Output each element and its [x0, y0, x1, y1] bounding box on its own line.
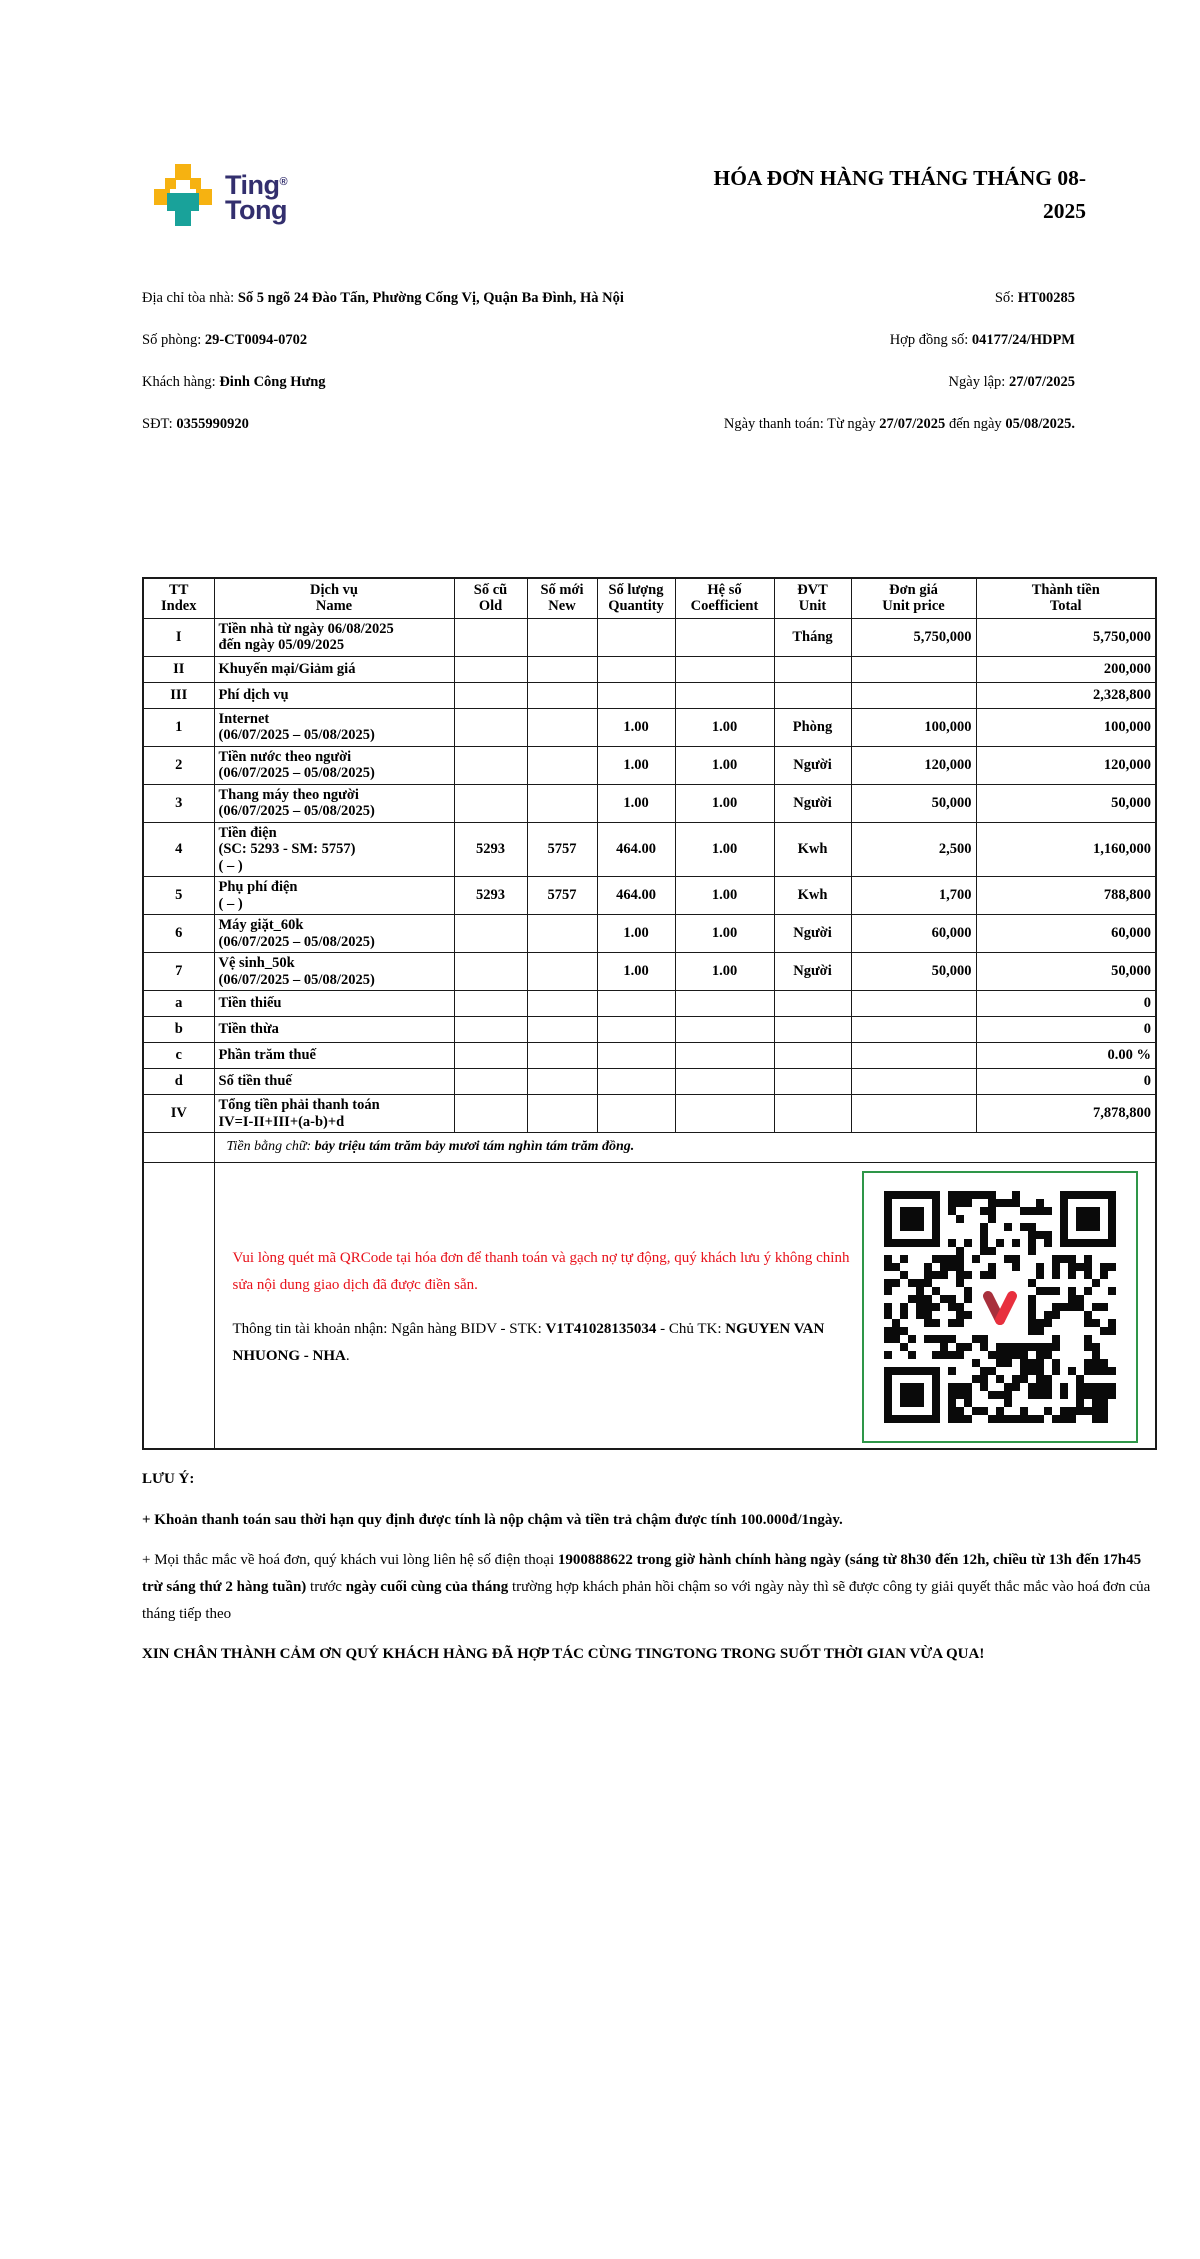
- cell-old: [454, 953, 527, 991]
- table-row: [143, 1069, 1156, 1095]
- payment-period: Ngày thanh toán: Từ ngày 27/07/2025 đến ngày 05/08/2025.: [723, 416, 1075, 432]
- col-header-unit: ĐVT Unit: [774, 578, 851, 618]
- late-payment-note: + Khoản thanh toán sau thời hạn quy định được tính là nộp chậm và tiền trả chậm được tính 100.000đ/1ngày.: [142, 1512, 843, 1528]
- cell-price: 60,000: [851, 915, 976, 953]
- cell-price: 120,000: [851, 746, 976, 784]
- cell-name: Tổng tiền phải thanh toán IV=I-II+III+(a-b)+d: [214, 1095, 454, 1133]
- cell-name: Internet (06/07/2025 – 05/08/2025): [214, 708, 454, 746]
- cell-old: [454, 1069, 527, 1095]
- cell-total: 788,800: [976, 877, 1156, 915]
- cell-qty: [597, 1043, 675, 1069]
- cell-qty: 464.00: [597, 822, 675, 877]
- cell-new: [527, 746, 597, 784]
- cell-price: 50,000: [851, 784, 976, 822]
- amount-in-words: Tiền bằng chữ: bảy triệu tám trăm bảy mươi tám nghìn tám trăm đồng.: [214, 1133, 1156, 1163]
- cell-index: a: [143, 991, 214, 1017]
- cell-unit: Tháng: [774, 618, 851, 656]
- cell-coef: [675, 682, 774, 708]
- table-row: [143, 618, 1156, 656]
- cell-new: [527, 1095, 597, 1133]
- cell-index: 3: [143, 784, 214, 822]
- cell-price: 1,700: [851, 877, 976, 915]
- cell-index: III: [143, 682, 214, 708]
- cell-index: 6: [143, 915, 214, 953]
- cell-unit: Người: [774, 784, 851, 822]
- contract-number: Hợp đồng số: 04177/24/HDPM: [889, 332, 1075, 348]
- cell-qty: [597, 1069, 675, 1095]
- table-row: [143, 746, 1156, 784]
- cell-price: [851, 1017, 976, 1043]
- tingtong-logo: [154, 164, 288, 228]
- cell-old: [454, 656, 527, 682]
- cell-coef: 1.00: [675, 822, 774, 877]
- cell-old: [454, 1095, 527, 1133]
- cell-qty: 1.00: [597, 915, 675, 953]
- cell-unit: [774, 1017, 851, 1043]
- cell-old: [454, 618, 527, 656]
- cell-unit: [774, 1069, 851, 1095]
- cell-price: 2,500: [851, 822, 976, 877]
- account-holder: NGUYEN VAN NHUONG - NHA: [232, 1321, 825, 1364]
- qr-red-note: Vui lòng quét mã QRCode tại hóa đơn để thanh toán và gạch nợ tự động, quý khách lưu ý không chỉnh sửa nội dung giao dịch đã được điền sẵn.: [232, 1250, 850, 1293]
- cell-index: b: [143, 1017, 214, 1043]
- cell-total: 0: [976, 991, 1156, 1017]
- cell-coef: 1.00: [675, 953, 774, 991]
- col-header-quantity: Số lượng Quantity: [597, 578, 675, 618]
- cell-old: [454, 746, 527, 784]
- qr-payment-cell: [214, 1163, 1156, 1449]
- cell-unit: Người: [774, 953, 851, 991]
- cell-qty: 1.00: [597, 746, 675, 784]
- customer-phone: SĐT: 0355990920: [142, 416, 249, 432]
- cell-coef: [675, 1095, 774, 1133]
- table-row: [143, 953, 1156, 991]
- cell-name: Vệ sinh_50k (06/07/2025 – 05/08/2025): [214, 953, 454, 991]
- cell-coef: 1.00: [675, 877, 774, 915]
- qr-code: [884, 1191, 1116, 1423]
- cell-qty: [597, 991, 675, 1017]
- cell-unit: Kwh: [774, 877, 851, 915]
- empty-cell: [143, 1133, 214, 1163]
- cell-unit: [774, 656, 851, 682]
- cell-coef: [675, 1017, 774, 1043]
- cell-old: [454, 1043, 527, 1069]
- customer-info: [142, 281, 647, 449]
- cell-total: 50,000: [976, 953, 1156, 991]
- cell-index: d: [143, 1069, 214, 1095]
- issue-date: Ngày lập: 27/07/2025: [948, 374, 1075, 390]
- cell-name: Khuyến mại/Giảm giá: [214, 656, 454, 682]
- cell-qty: [597, 682, 675, 708]
- cell-total: 100,000: [976, 708, 1156, 746]
- cell-unit: Kwh: [774, 822, 851, 877]
- table-row: [143, 656, 1156, 682]
- thank-you-note: XIN CHÂN THÀNH CẢM ƠN QUÝ KHÁCH HÀNG ĐÃ HỢP TÁC CÙNG TINGTONG TRONG SUỐT THỜI GIAN VỪA QUA!: [142, 1646, 985, 1662]
- cell-total: 1,160,000: [976, 822, 1156, 877]
- cell-coef: [675, 991, 774, 1017]
- cell-price: 50,000: [851, 953, 976, 991]
- col-header-old: Số cũ Old: [454, 578, 527, 618]
- cell-index: 4: [143, 822, 214, 877]
- col-header-new: Số mới New: [527, 578, 597, 618]
- cell-new: [527, 1069, 597, 1095]
- table-header-row: [143, 578, 1156, 618]
- cell-unit: [774, 1043, 851, 1069]
- cell-new: [527, 618, 597, 656]
- cell-new: 5757: [527, 877, 597, 915]
- invoice-title: HÓA ĐƠN HÀNG THÁNG THÁNG 08- 2025: [713, 166, 1086, 223]
- cell-name: Tiền thừa: [214, 1017, 454, 1043]
- cell-new: [527, 991, 597, 1017]
- cell-qty: [597, 618, 675, 656]
- cell-new: [527, 1017, 597, 1043]
- tingtong-wordmark: Ting® Tong: [225, 170, 288, 225]
- cell-unit: Phòng: [774, 708, 851, 746]
- room-number: Số phòng: 29-CT0094-0702: [142, 332, 308, 348]
- cell-total: 60,000: [976, 915, 1156, 953]
- footer-notes: [142, 1466, 1157, 1681]
- cell-index: 2: [143, 746, 214, 784]
- cell-index: 1: [143, 708, 214, 746]
- cell-total: 120,000: [976, 746, 1156, 784]
- table-row: [143, 822, 1156, 877]
- cell-total: 50,000: [976, 784, 1156, 822]
- cell-unit: Người: [774, 746, 851, 784]
- cell-index: 5: [143, 877, 214, 915]
- cell-coef: 1.00: [675, 746, 774, 784]
- cell-coef: 1.00: [675, 915, 774, 953]
- cell-index: c: [143, 1043, 214, 1069]
- cell-old: [454, 1017, 527, 1043]
- table-row: [143, 708, 1156, 746]
- table-row: [143, 1043, 1156, 1069]
- cell-name: Thang máy theo người (06/07/2025 – 05/08/2025): [214, 784, 454, 822]
- table-row: [143, 784, 1156, 822]
- col-header-name: Dịch vụ Name: [214, 578, 454, 618]
- table-row: [143, 1095, 1156, 1133]
- col-header-total: Thành tiền Total: [976, 578, 1156, 618]
- cell-name: Tiền thiếu: [214, 991, 454, 1017]
- cell-name: Tiền điện (SC: 5293 - SM: 5757) ( – ): [214, 822, 454, 877]
- hotline-note: + Mọi thắc mắc về hoá đơn, quý khách vui lòng liên hệ số điện thoại 1900888622 trong giờ hành chính hàng ngày (sáng từ 8h30 đến 12h, chiều từ 13h đến 17h45 trừ sáng thứ 2 hàng tuần) trước ngày cuối cùng của tháng trường hợp khách phản hồi chậm so với ngày này thì sẽ được công ty giải quyết thắc mắc vào hoá đơn của tháng tiếp theo: [142, 1552, 1151, 1622]
- cell-coef: 1.00: [675, 708, 774, 746]
- account-number: V1T41028135034: [545, 1321, 657, 1337]
- cell-index: I: [143, 618, 214, 656]
- invoice-table: [142, 577, 1157, 1450]
- tingtong-logo-icon: [154, 164, 212, 228]
- cell-total: 0.00 %: [976, 1043, 1156, 1069]
- cell-qty: 1.00: [597, 953, 675, 991]
- bank-account-info: Thông tin tài khoản nhận: Ngân hàng BIDV - STK: V1T41028135034 - Chủ TK: NGUYEN VAN NHUONG - NHA.: [232, 1321, 825, 1364]
- cell-name: Tiền nước theo người (06/07/2025 – 05/08/2025): [214, 746, 454, 784]
- invoice-meta: [645, 281, 1075, 449]
- table-row: [143, 915, 1156, 953]
- cell-new: [527, 784, 597, 822]
- cell-price: [851, 991, 976, 1017]
- cell-total: 200,000: [976, 656, 1156, 682]
- cell-qty: 1.00: [597, 708, 675, 746]
- cell-unit: Người: [774, 915, 851, 953]
- col-header-coefficient: Hệ số Coefficient: [675, 578, 774, 618]
- cell-price: [851, 1069, 976, 1095]
- cell-name: Phần trăm thuế: [214, 1043, 454, 1069]
- cell-qty: 1.00: [597, 784, 675, 822]
- cell-old: [454, 682, 527, 708]
- cell-new: [527, 1043, 597, 1069]
- cell-unit: [774, 682, 851, 708]
- cell-index: 7: [143, 953, 214, 991]
- table-row: [143, 877, 1156, 915]
- notes-heading: LƯU Ý:: [142, 1471, 195, 1487]
- col-header-index: TT Index: [143, 578, 214, 618]
- cell-index: IV: [143, 1095, 214, 1133]
- cell-name: Số tiền thuế: [214, 1069, 454, 1095]
- amount-in-words-row: [143, 1133, 1156, 1163]
- qr-code-box: [862, 1171, 1138, 1443]
- cell-index: II: [143, 656, 214, 682]
- empty-cell: [143, 1163, 214, 1449]
- cell-name: Phí dịch vụ: [214, 682, 454, 708]
- col-header-unit-price: Đơn giá Unit price: [851, 578, 976, 618]
- cell-unit: [774, 1095, 851, 1133]
- registered-mark: ®: [279, 176, 288, 188]
- cell-total: 0: [976, 1017, 1156, 1043]
- cell-coef: [675, 618, 774, 656]
- cell-new: 5757: [527, 822, 597, 877]
- cell-old: [454, 708, 527, 746]
- cell-price: [851, 656, 976, 682]
- cell-price: [851, 1043, 976, 1069]
- cell-qty: [597, 1017, 675, 1043]
- cell-name: Tiền nhà từ ngày 06/08/2025 đến ngày 05/09/2025: [214, 618, 454, 656]
- cell-price: 5,750,000: [851, 618, 976, 656]
- cell-unit: [774, 991, 851, 1017]
- customer-name: Khách hàng: Đinh Công Hưng: [142, 374, 326, 390]
- cell-name: Phụ phí điện ( – ): [214, 877, 454, 915]
- cell-old: [454, 784, 527, 822]
- cell-old: [454, 915, 527, 953]
- table-row: [143, 991, 1156, 1017]
- cell-qty: 464.00: [597, 877, 675, 915]
- hotline-number: 1900888622 trong giờ hành chính hàng ngày (sáng từ 8h30 đến 12h, chiều từ 13h đến 17h45 trừ sáng thứ 2 hàng tuần): [142, 1552, 1142, 1595]
- cell-new: [527, 915, 597, 953]
- cell-coef: [675, 1043, 774, 1069]
- cell-qty: [597, 656, 675, 682]
- vnpay-v-icon: [980, 1290, 1020, 1326]
- cell-name: Máy giặt_60k (06/07/2025 – 05/08/2025): [214, 915, 454, 953]
- cell-old: 5293: [454, 877, 527, 915]
- cell-qty: [597, 1095, 675, 1133]
- cell-old: [454, 991, 527, 1017]
- cell-new: [527, 656, 597, 682]
- cell-old: 5293: [454, 822, 527, 877]
- cell-total: 5,750,000: [976, 618, 1156, 656]
- cell-coef: [675, 656, 774, 682]
- cell-new: [527, 682, 597, 708]
- cell-price: 100,000: [851, 708, 976, 746]
- table-row: [143, 1017, 1156, 1043]
- cell-new: [527, 708, 597, 746]
- building-address: Địa chỉ tòa nhà: Số 5 ngõ 24 Đào Tấn, Phường Cống Vị, Quận Ba Đình, Hà Nội: [142, 290, 624, 306]
- cell-total: 2,328,800: [976, 682, 1156, 708]
- invoice-number: Số: HT00285: [994, 290, 1075, 306]
- table-row: [143, 682, 1156, 708]
- cell-total: 0: [976, 1069, 1156, 1095]
- cell-coef: 1.00: [675, 784, 774, 822]
- cell-price: [851, 1095, 976, 1133]
- cell-new: [527, 953, 597, 991]
- qr-payment-row: [143, 1163, 1156, 1449]
- cell-total: 7,878,800: [976, 1095, 1156, 1133]
- cell-coef: [675, 1069, 774, 1095]
- cell-price: [851, 682, 976, 708]
